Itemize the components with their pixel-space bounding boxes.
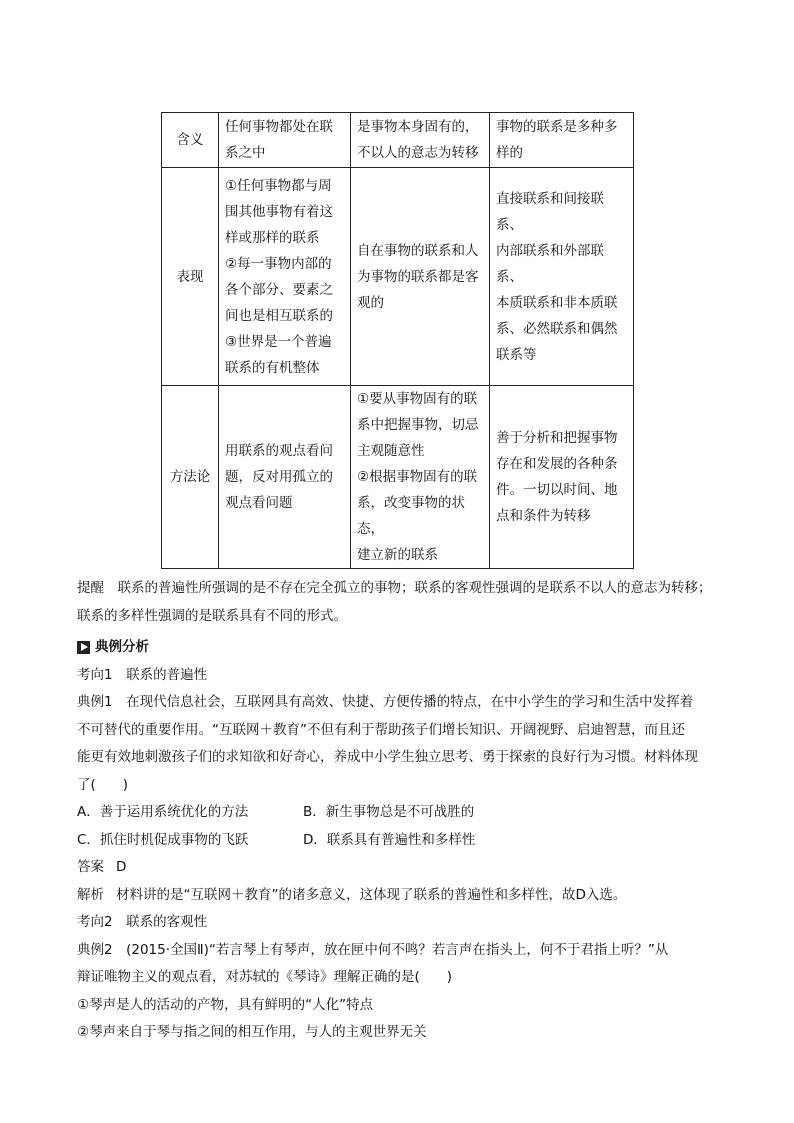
example-2-item-1: ①琴声是人的活动的产物，具有鲜明的“人化”特点 bbox=[77, 996, 374, 1013]
table-cell bbox=[490, 386, 634, 569]
example-1-line-3: 能更有效地刺激孩子们的求知欲和好奇心，养成中小学生独立思考、勇于探索的良好行为习惯。材料体现 bbox=[77, 749, 698, 765]
table-cell bbox=[351, 113, 490, 168]
cell-line: 善于分析和把握事物 bbox=[496, 430, 618, 446]
cell-line: 是事物本身固有的， bbox=[357, 119, 479, 135]
cell-line: ②每一事物内部的 bbox=[225, 255, 332, 272]
table-cell bbox=[219, 168, 351, 386]
cell-line: 事物的联系是多种多 bbox=[496, 119, 618, 135]
example-1-label: 典例1 bbox=[77, 694, 113, 710]
table-cell bbox=[219, 113, 351, 168]
option-c: C．抓住时机促成事物的飞跃 bbox=[77, 831, 249, 848]
tip-line-2: 联系的多样性强调的是联系具有不同的形式。 bbox=[77, 607, 347, 624]
cell-line: ②根据事物固有的联 bbox=[357, 469, 478, 485]
options-row-1 bbox=[77, 799, 719, 827]
cell-line: 样的 bbox=[496, 145, 523, 161]
cell-line: 为事物的联系都是客 bbox=[357, 268, 479, 285]
cell-line: 建立新的联系 bbox=[357, 547, 438, 563]
row-header: 表现 bbox=[162, 168, 219, 386]
table-row bbox=[162, 168, 634, 386]
tip-line-1: 提醒 联系的普遍性所强调的是不存在完全孤立的事物；联系的客观性强调的是联系不以人的意志为转移； bbox=[77, 580, 712, 596]
concept-table bbox=[161, 112, 634, 569]
cell-line: 围其他事物有着这 bbox=[225, 203, 333, 220]
cell-line: 直接联系和间接联系、 bbox=[496, 190, 604, 233]
row-header: 方法论 bbox=[162, 386, 219, 569]
cell-line: 主观随意性 bbox=[357, 443, 425, 459]
cell-line: 题，反对用孤立的 bbox=[225, 469, 333, 485]
cell-line: 观点看问题 bbox=[225, 495, 293, 511]
example-2-line-1: 典例2 (2015·全国Ⅱ)“若言琴上有琴声，放在匣中何不鸣？若言声在指头上，何不于君指上听？”从 bbox=[77, 941, 669, 958]
option-a: A．善于运用系统优化的方法 bbox=[77, 804, 249, 820]
cell-line: 系中把握事物，切忌 bbox=[357, 417, 479, 433]
table-cell bbox=[351, 168, 490, 386]
cell-line: 系、必然联系和偶然 bbox=[496, 320, 618, 337]
cell-line: 间也是相互联系的 bbox=[225, 307, 333, 324]
cell-line: 不以人的意志为转移 bbox=[357, 145, 479, 161]
table-row bbox=[162, 386, 634, 569]
example-2-line-2: 辩证唯物主义的观点看，对苏轼的《琴诗》理解正确的是( ) bbox=[77, 969, 453, 985]
examples-block bbox=[77, 634, 719, 1047]
cell-line: 联系等 bbox=[496, 346, 537, 363]
example-1-line-4: 了( ) bbox=[77, 776, 129, 793]
table-row bbox=[162, 113, 634, 168]
example-1-line-2: 不可替代的重要作用。“互联网＋教育”不但有利于帮助孩子们增长知识、开阔视野、启迪智慧，而且还 bbox=[77, 721, 685, 738]
example-2-item-2: ②琴声来自于琴与指之间的相互作用，与人的主观世界无关 bbox=[77, 1024, 427, 1040]
cell-line: 本质联系和非本质联 bbox=[496, 294, 618, 311]
table-cell bbox=[351, 386, 490, 569]
cell-line: 联系的有机整体 bbox=[225, 359, 320, 376]
analysis-label: 解析 bbox=[77, 886, 104, 903]
option-d: D．联系具有普遍性和多样性 bbox=[303, 831, 476, 848]
options-row-2 bbox=[77, 827, 719, 855]
cell-line: ③世界是一个普遍 bbox=[225, 333, 332, 350]
cell-line: 系，改变事物的状态， bbox=[357, 495, 465, 537]
cell-line: 用联系的观点看问 bbox=[225, 443, 333, 459]
tip-label: 提醒 bbox=[77, 580, 104, 596]
cell-line: 各个部分、要素之 bbox=[225, 281, 333, 298]
cell-line: 样或那样的联系 bbox=[225, 229, 320, 246]
answer-value: D bbox=[116, 859, 127, 875]
example-2-label: 典例2 bbox=[77, 941, 113, 958]
cell-line: 观的 bbox=[357, 294, 384, 311]
cell-line: 自在事物的联系和人 bbox=[357, 242, 479, 259]
tip-block bbox=[77, 575, 719, 630]
analysis-line: 解析 材料讲的是“互联网＋教育”的诸多意义，这体现了联系的普遍性和多样性，故D入选。 bbox=[77, 886, 627, 903]
cell-line: ①任何事物都与周 bbox=[225, 177, 332, 194]
cell-line: 内部联系和外部联系、 bbox=[496, 242, 604, 285]
section-heading: 典例分析 bbox=[77, 634, 719, 662]
cell-line: 存在和发展的各种条 bbox=[496, 456, 618, 472]
table-cell bbox=[490, 168, 634, 386]
cell-line: 任何事物都处在联 bbox=[225, 119, 333, 135]
table-cell bbox=[490, 113, 634, 168]
table-cell bbox=[219, 386, 351, 569]
cell-line: 点和条件为转移 bbox=[496, 508, 591, 524]
example-1-line-1: 典例1 在现代信息社会，互联网具有高效、快捷、方便传播的特点，在中小学生的学习和生活中发挥着 bbox=[77, 694, 694, 710]
direction-2: 考向2 联系的客观性 bbox=[77, 914, 208, 930]
direction-1: 考向1 联系的普遍性 bbox=[77, 666, 208, 683]
cell-line: ①要从事物固有的联 bbox=[357, 391, 478, 407]
play-icon bbox=[77, 641, 90, 654]
row-header: 含义 bbox=[162, 113, 219, 168]
option-b: B．新生事物总是不可战胜的 bbox=[303, 804, 475, 820]
cell-line: 系之中 bbox=[225, 145, 266, 161]
answer-label: 答案 bbox=[77, 859, 104, 875]
cell-line: 件。一切以时间、地 bbox=[496, 482, 618, 498]
answer-line bbox=[77, 854, 719, 882]
